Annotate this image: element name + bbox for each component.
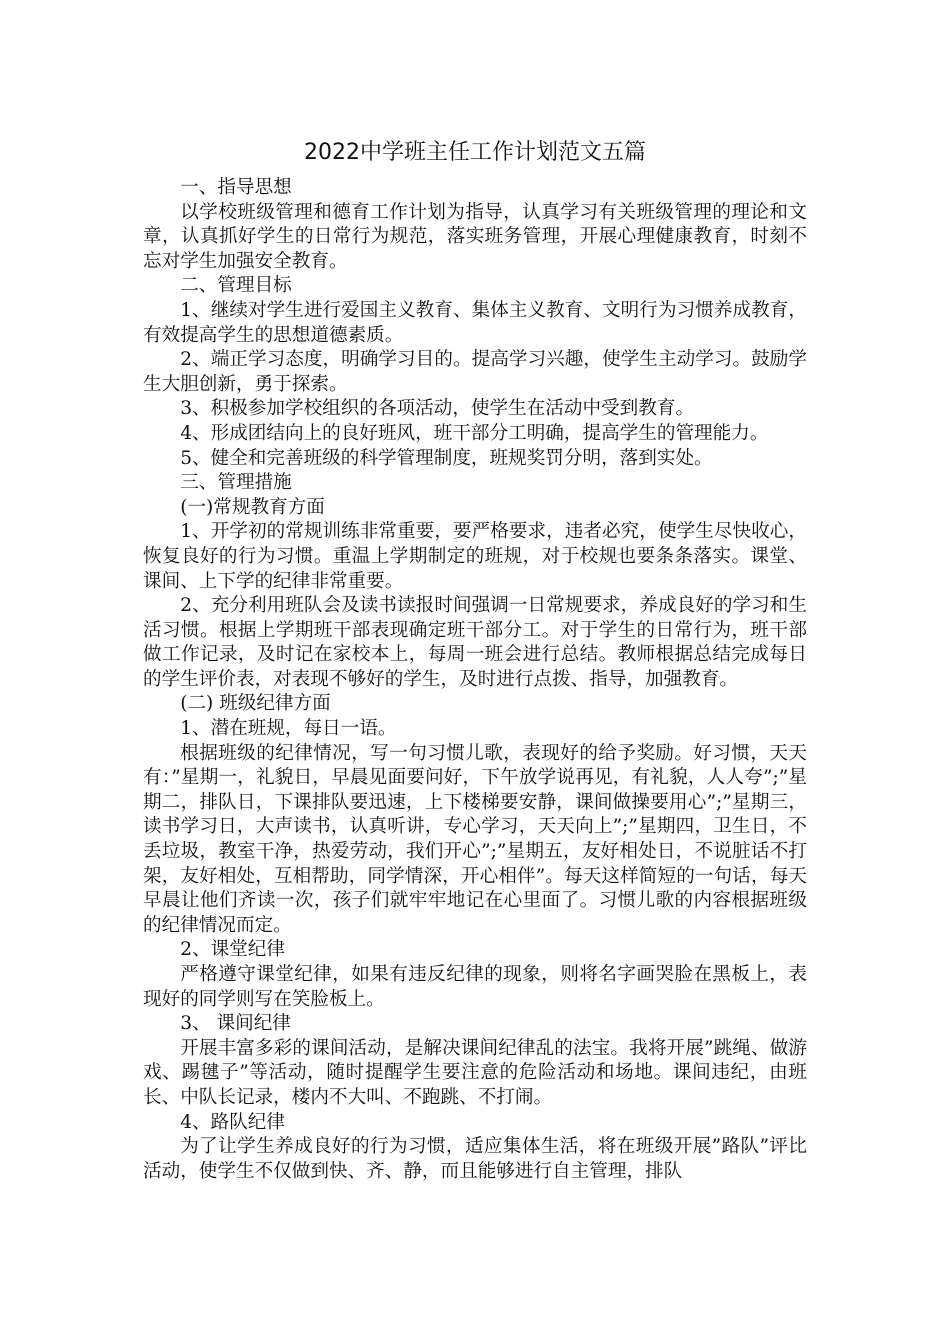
paragraph: 3、积极参加学校组织的各项活动，使学生在活动中受到教育。 [180,398,695,420]
subsection-heading-class-discipline: (二) 班级纪律方面 [180,693,331,715]
paragraph: 1、潜在班规，每日一语。 [180,718,397,740]
paragraph: 5、健全和完善班级的科学管理制度，班规奖罚分明，落到实处。 [180,447,713,469]
paragraph: 4、形成团结向上的良好班风，班干部分工明确，提高学生的管理能力。 [180,422,769,444]
section-heading-management-goals: 二、管理目标 [180,275,292,297]
document-body [143,138,807,1184]
item-heading-recess-discipline: 3、 课间纪律 [180,1013,291,1035]
paragraph: 1、继续对学生进行爱国主义教育、集体主义教育、文明行为习惯养成教育，有效提高学生的思想道德素质。 [143,299,807,346]
paragraph: 以学校班级管理和德育工作计划为指导，认真学习有关班级管理的理论和文章，认真抓好学生的日常行为规范，落实班务管理，开展心理健康教育，时刻不忘对学生加强安全教育。 [143,201,807,272]
paragraph: 严格遵守课堂纪律，如果有违反纪律的现象，则将名字画哭脸在黑板上，表现好的同学则写在笑脸板上。 [143,964,807,1010]
paragraph: 2、端正学习态度，明确学习目的。提高学习兴趣，使学生主动学习。鼓励学生大胆创新，勇于探索。 [143,349,807,395]
paragraph: 为了让学生养成良好的行为习惯，适应集体生活，将在班级开展”路队”评比活动，使学生不仅做到快、齐、静，而且能够进行自主管理，排队 [143,1136,807,1182]
document-title: 2022中学班主任工作计划范文五篇 [304,140,646,165]
item-heading-queue-discipline: 4、路队纪律 [180,1111,285,1133]
paragraph: 开展丰富多彩的课间活动，是解决课间纪律乱的法宝。我将开展”跳绳、做游戏、踢毽子”等活动，随时提醒学生要注意的危险活动和场地。课间违纪，由班长、中队长记录，楼内不大叫、不跑跳、不打闹。 [143,1037,807,1108]
paragraph: 2、充分利用班队会及读书读报时间强调一日常规要求，养成良好的学习和生活习惯。根据上学期班干部表现确定班干部分工。对于学生的日常行为，班干部做工作记录，及时记在家校本上，每周一班会进行总结。教师根据总结完成每日的学生评价表，对表现不够好的学生，及时进行点拨、指导，加强教育。 [143,595,807,690]
subsection-heading-routine-education: (一)常规教育方面 [180,496,325,518]
paragraph: 1、开学初的常规训练非常重要，要严格要求，违者必究，使学生尽快收心，恢复良好的行为习惯。重温上学期制定的班规，对于校规也要条条落实。课堂、课间、上下学的纪律非常重要。 [143,521,807,592]
section-heading-management-measures: 三、管理措施 [180,472,292,494]
section-heading-guiding-ideology: 一、指导思想 [180,177,292,198]
item-heading-classroom-discipline: 2、课堂纪律 [180,939,285,961]
paragraph: 根据班级的纪律情况，写一句习惯儿歌，表现好的给予奖励。好习惯，天天有：”星期一，礼貌日，早晨见面要问好，下午放学说再见，有礼貌，人人夸”;”星期二，排队日，下课排队要迅速，上下楼梯要安静，课间做操要用心”;”星期三，读书学习日，大声读书，认真听讲，专心学习，天天向上”;”星期四，卫生日，不丢垃圾，教室干净，热爱劳动，我们开心”;”星期五，友好相处日，不说脏话不打架，友好相处，互相帮助，同学情深，开心相伴”。每天这样简短的一句话，每天早晨让他们齐读一次，孩子们就牢牢地记在心里面了。习惯儿歌的内容根据班级的纪律情况而定。 [143,742,807,936]
